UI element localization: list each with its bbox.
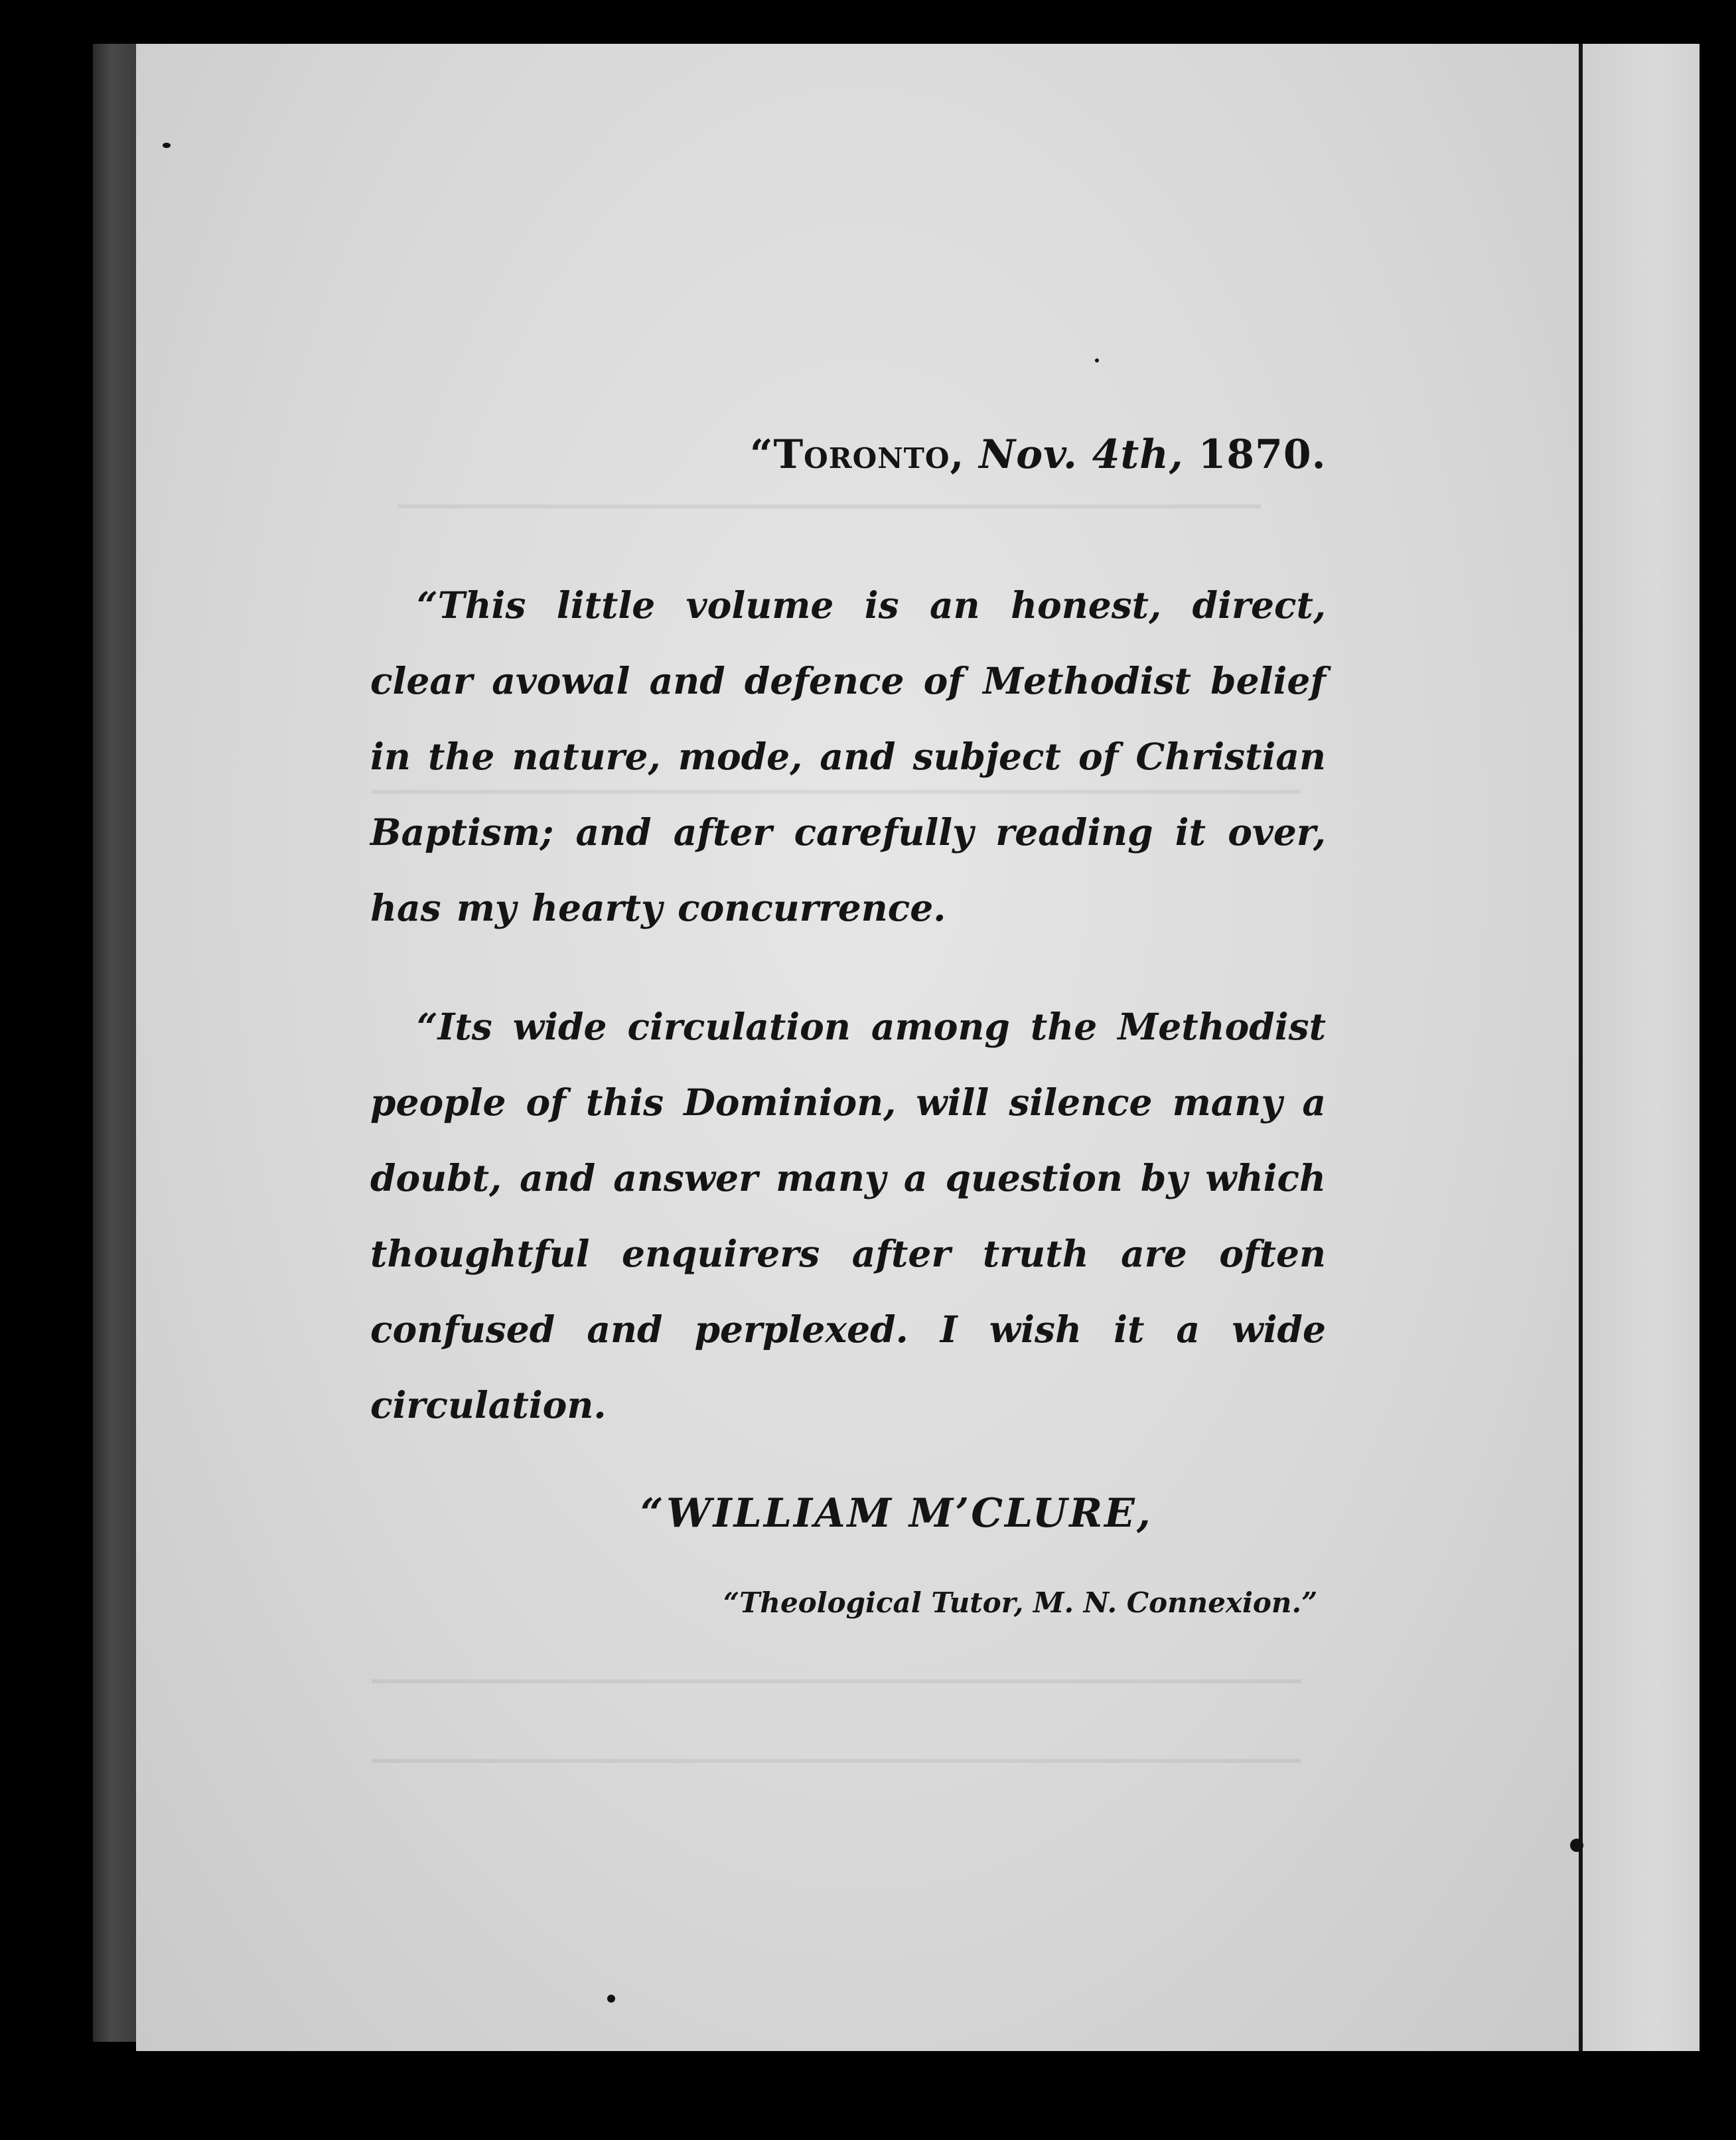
paragraph-1-text: “This little volume is an honest, direct, clear avowal and defence of Methodist belief in the nature, mode, and subject of Christian Baptism; and after carefully reading it over, has my hearty concurrence. (370, 583, 1326, 929)
facing-page-edge (1583, 44, 1700, 2051)
signature-name: “WILLIAM M’CLURE, (640, 1490, 1153, 1537)
paragraph-1 (370, 568, 1326, 946)
dateline-date: Nov. 4th, (979, 431, 1184, 478)
dateline-quote: “ (750, 431, 774, 478)
dateline-year: 1870. (1198, 431, 1327, 478)
dust-speck (1570, 1839, 1583, 1852)
book-spine (93, 44, 139, 2042)
dateline-city: Toronto, (773, 431, 965, 478)
paragraph-2 (370, 989, 1326, 1443)
show-through-mark (372, 1759, 1301, 1763)
show-through-mark (398, 504, 1261, 508)
paragraph-2-text: “Its wide circulation among the Methodist people of this Dominion, will silence many a doubt, and answer many a question by which thoughtful enquirers after truth are often confused and perplexed. I wish it a wide circulation. (370, 1005, 1326, 1426)
dateline (750, 431, 1326, 478)
signature-title: “Theological Tutor, M. N. Connexion.” (723, 1586, 1318, 1619)
dust-speck (607, 1995, 615, 2003)
show-through-mark (372, 1679, 1301, 1683)
dust-speck (163, 143, 171, 148)
dust-speck (1095, 358, 1099, 362)
